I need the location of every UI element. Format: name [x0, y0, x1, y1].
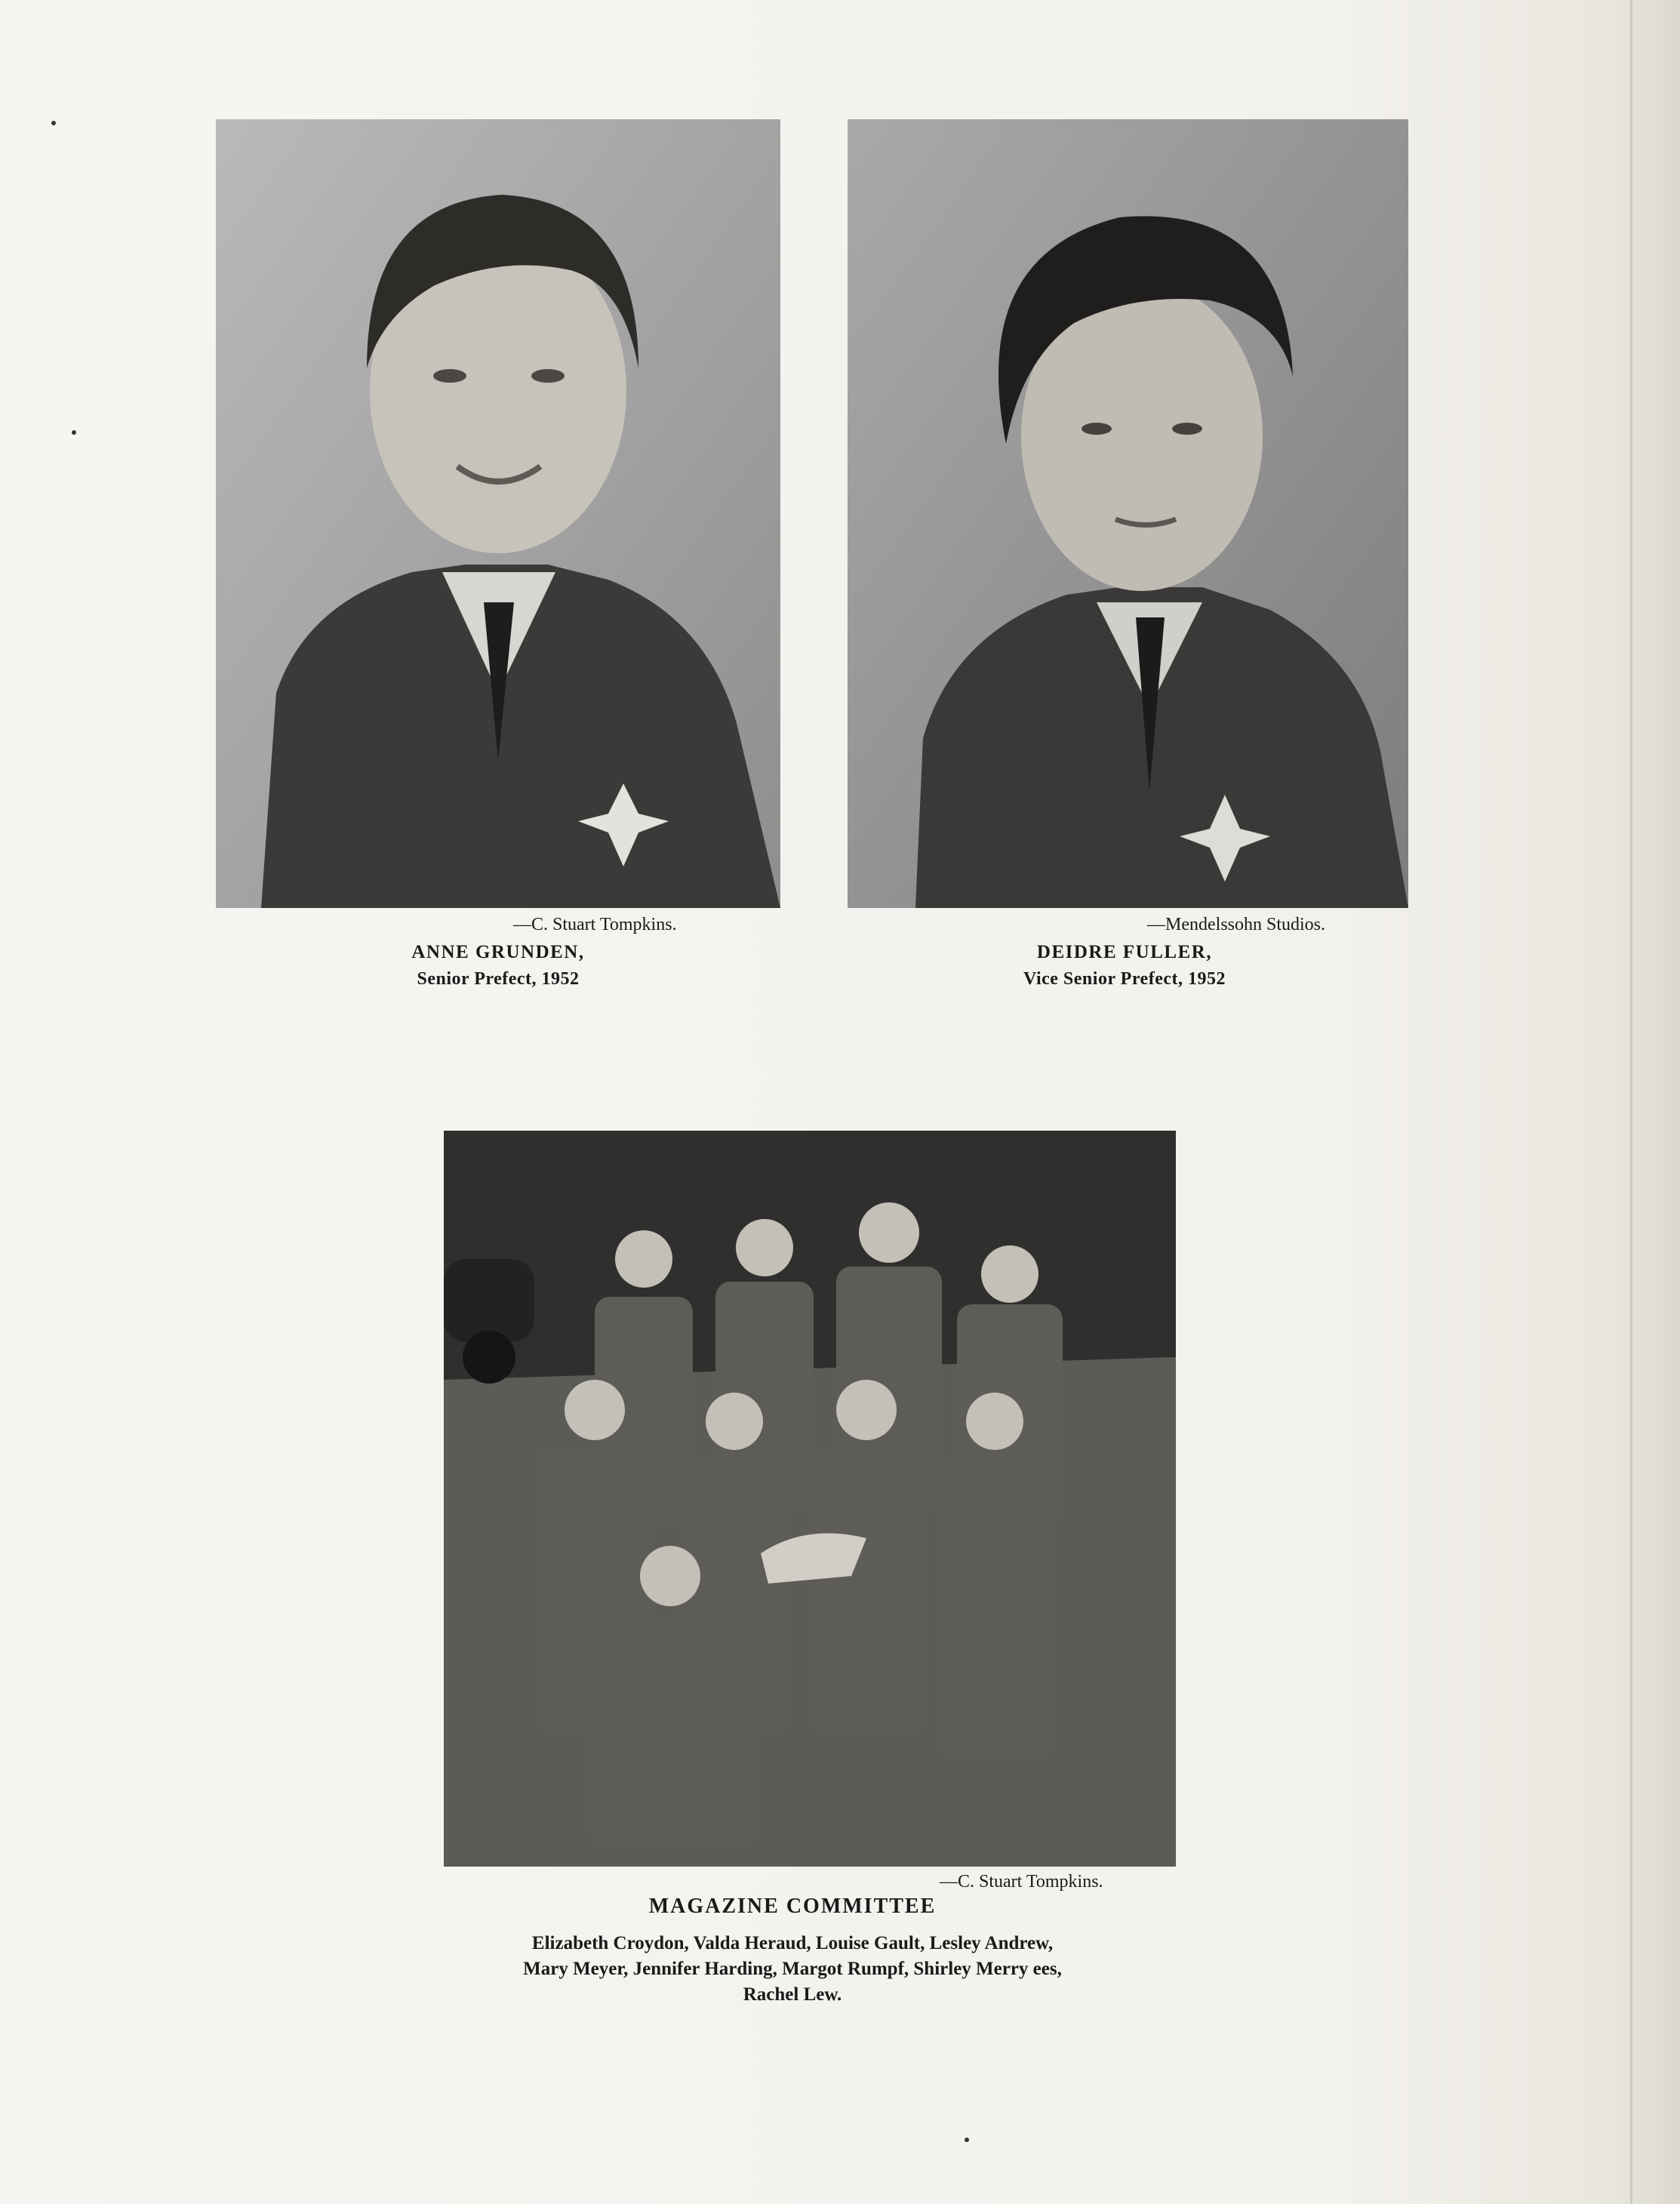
portrait-photo-deidre-fuller: [848, 119, 1408, 908]
portrait-photo-anne-grunden: [216, 119, 780, 908]
group-photo-magazine-committee: [444, 1131, 1176, 1867]
print-speck: [51, 121, 56, 125]
page-fold-edge: [1630, 0, 1632, 2204]
portrait-name-anne-grunden: ANNE GRUNDEN,: [411, 942, 585, 962]
committee-title: MAGAZINE COMMITTEE: [648, 1895, 937, 1918]
committee-members-line: Mary Meyer, Jennifer Harding, Margot Rumpf, Shirley Merry ees,: [523, 1959, 1062, 1979]
print-speck: [965, 2138, 969, 2142]
group-photo-credit: —C. Stuart Tompkins.: [940, 1872, 1103, 1892]
portrait-credit-anne-grunden: —C. Stuart Tompkins.: [513, 915, 677, 934]
committee-members-line: Elizabeth Croydon, Valda Heraud, Louise Gault, Lesley Andrew,: [531, 1933, 1054, 1953]
committee-members: [423, 1931, 1162, 2008]
committee-members-line: Rachel Lew.: [743, 1984, 842, 2005]
portrait-credit-deidre-fuller: —Mendelssohn Studios.: [1147, 915, 1326, 934]
print-speck: [72, 430, 76, 435]
portrait-role-deidre-fuller: Vice Senior Prefect, 1952: [1023, 969, 1226, 989]
portrait-role-anne-grunden: Senior Prefect, 1952: [417, 969, 580, 989]
portrait-name-deidre-fuller: DEIDRE FULLER,: [1036, 942, 1213, 962]
